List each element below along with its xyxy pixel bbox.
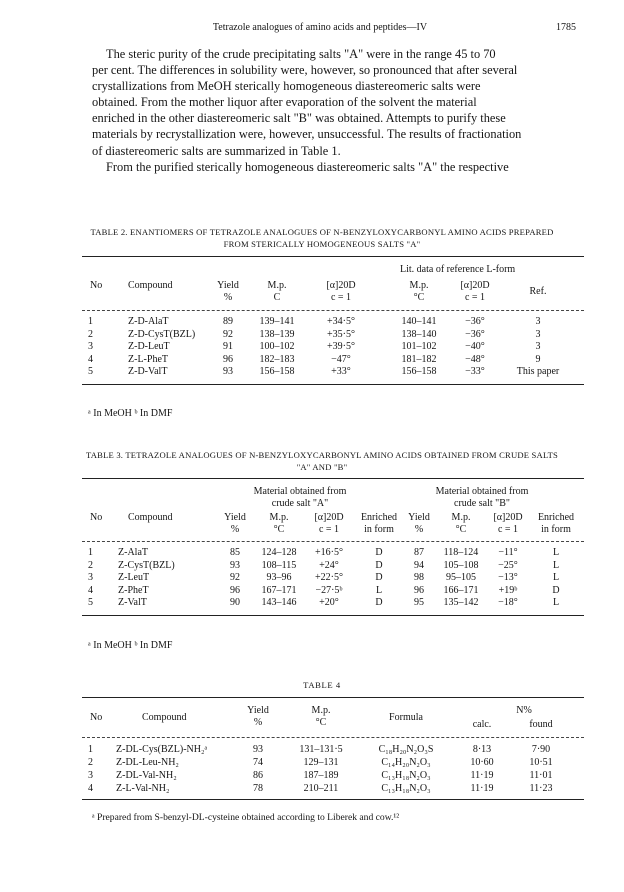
table2-row-mp: 156–158 xyxy=(259,366,295,377)
table3-col-yield-b: Yield xyxy=(408,512,430,523)
table3-row-rotation-a: +24° xyxy=(319,559,339,571)
table4-footnote: ᵃ Prepared from S-benzyl-DL-cysteine obtained according to Liberek and cow.¹² xyxy=(92,812,400,823)
table3-row-no: 3 xyxy=(88,572,93,583)
table2-row-lit-rotation: −33° xyxy=(465,366,485,377)
table2-row-rotation: +35·5° xyxy=(327,328,355,340)
table2-row-no: 5 xyxy=(88,366,93,377)
table3-row-enriched-a: L xyxy=(375,584,383,596)
table4-row-compound: Z-L-Val-NH₂ xyxy=(116,783,170,794)
table3-col-yield-b-unit: % xyxy=(414,524,424,535)
table3-row-rotation-b: −11° xyxy=(498,547,518,558)
table2-row-no: 3 xyxy=(88,341,93,352)
table3-row-mp-a: 124–128 xyxy=(261,547,297,558)
table3-row-rotation-a: −27·5ᵇ xyxy=(315,584,343,596)
table3-top-rule xyxy=(82,478,584,479)
table2-row-lit-mp: 140–141 xyxy=(401,316,437,327)
text-line: crystallizations from MeOH sterically homogeneous diastereomeric salts were xyxy=(92,79,481,94)
table2-col-rotation-cond: c = 1 xyxy=(330,292,352,303)
table2-row-yield: 93 xyxy=(223,366,233,377)
table3-footnote: ᵃ In MeOH ᵇ In DMF xyxy=(88,640,173,651)
table3-row-mp-a: 167–171 xyxy=(261,584,297,596)
table3-row-compound: Z-AlaT xyxy=(118,547,148,558)
table3-row-enriched-b: L xyxy=(552,597,560,608)
table2-caption-line2: FROM STERICALLY HOMOGENEOUS SALTS "A" xyxy=(223,239,421,249)
table2-row-compound: Z-D-ValT xyxy=(128,366,168,377)
table3-row-no: 1 xyxy=(88,547,93,558)
table2-row-no: 2 xyxy=(88,328,93,340)
table2-row-rotation: −47° xyxy=(331,353,351,365)
table3-caption-line2: "A" AND "B" xyxy=(296,462,348,472)
table3-row-enriched-a: D xyxy=(375,559,383,571)
table4-row-no: 2 xyxy=(88,757,93,768)
table3-row-yield-a: 90 xyxy=(230,597,240,608)
table3-col-rotation-b: [α]20D xyxy=(493,512,523,523)
table2-row-ref: 3 xyxy=(535,316,541,327)
table4-col-yield: Yield xyxy=(247,705,269,716)
table3-col-mp-a: M.p. xyxy=(269,512,289,523)
table3-row-yield-b: 98 xyxy=(414,572,424,583)
table2-col-yield: Yield xyxy=(217,280,239,291)
table3-group-b-header: Material obtained from xyxy=(435,486,529,497)
text-line: materials by recrystallization were, however, unsuccessful. The results of fractionation xyxy=(92,127,522,142)
table3-group-b-subheader: crude salt "B" xyxy=(454,498,510,509)
table3-col-compound: Compound xyxy=(128,512,173,523)
table3-row-mp-a: 143–146 xyxy=(261,597,297,608)
table2-row-lit-rotation: −36° xyxy=(465,328,485,340)
table3-col-enriched-b-form: in form xyxy=(541,524,571,535)
text-line: From the purified sterically homogeneous diastereomeric salts "A" the respective xyxy=(106,159,509,174)
table3-header-rule xyxy=(82,541,584,542)
table3-row-rotation-a: +16·5° xyxy=(315,547,343,558)
table4-col-nitrogen: N% xyxy=(516,705,532,716)
table3-col-mp-b: M.p. xyxy=(451,512,471,523)
table3-row-mp-a: 93–96 xyxy=(266,572,292,583)
table2-row-compound: Z-L-PheT xyxy=(128,353,168,365)
table4-bottom-rule xyxy=(82,799,584,800)
table4-row-yield: 74 xyxy=(253,757,263,768)
table4-row-calc: 11·19 xyxy=(470,783,494,794)
text-line: per cent. The differences in solubility were, however, so pronounced that after several xyxy=(92,63,518,78)
table4-col-mp-unit: °C xyxy=(315,717,327,728)
table2-row-rotation: +34·5° xyxy=(327,316,355,327)
table2-top-rule xyxy=(82,256,584,257)
table2-row-ref: 3 xyxy=(535,341,541,352)
table3-row-mp-b: 105–108 xyxy=(443,559,479,571)
table3-row-yield-a: 93 xyxy=(230,559,240,571)
table2-col-yield-unit: % xyxy=(223,292,233,303)
text-line: The steric purity of the crude precipitating salts "A" were in the range 45 to 70 xyxy=(106,47,496,61)
table2-row-lit-mp: 156–158 xyxy=(401,366,437,377)
table2-col-mp-unit: C xyxy=(273,292,281,303)
table3-row-compound: Z-ValT xyxy=(118,597,147,608)
table4-row-formula: C₁₈H₂₀N₂O₃S xyxy=(378,744,434,755)
table3-row-yield-a: 96 xyxy=(230,584,240,596)
table2-row-compound: Z-D-CysT(BZL) xyxy=(128,328,196,340)
table4-row-found: 10·51 xyxy=(529,757,553,768)
table4-row-found: 11·01 xyxy=(529,770,553,781)
table2-col-compound: Compound xyxy=(128,280,173,291)
table3-row-enriched-a: D xyxy=(375,597,383,608)
table3-row-yield-b: 87 xyxy=(414,547,424,558)
running-header xyxy=(60,22,580,36)
table3-row-enriched-b: L xyxy=(552,572,560,583)
table3-group-a-subheader: crude salt "A" xyxy=(271,498,329,509)
table4-header-rule xyxy=(82,737,584,738)
table2-col-lit-mp-unit: °C xyxy=(413,292,425,303)
table2-row-no: 4 xyxy=(88,353,93,365)
table4-col-no: No xyxy=(90,712,103,723)
running-title: Tetrazole analogues of amino acids and peptides—IV xyxy=(212,22,428,33)
table4-row-compound: Z-DL-Leu-NH₂ xyxy=(116,757,179,768)
table3-row-enriched-b: D xyxy=(552,584,560,596)
table3-row-no: 4 xyxy=(88,584,93,596)
table3-row-yield-a: 92 xyxy=(230,572,240,583)
table2-row-compound: Z-D-AlaT xyxy=(128,316,169,327)
table2-row-no: 1 xyxy=(88,316,93,327)
table2-row-ref: 3 xyxy=(535,328,541,340)
table3-row-no: 5 xyxy=(88,597,93,608)
table2-header-rule xyxy=(82,310,584,311)
table2-row-lit-rotation: −48° xyxy=(465,353,485,365)
table2-row-lit-rotation: −36° xyxy=(465,316,485,327)
table4-col-calc: calc. xyxy=(472,719,492,730)
table3-row-no: 2 xyxy=(88,559,93,571)
table4-col-found: found xyxy=(529,719,553,730)
table3-row-yield-a: 85 xyxy=(230,547,240,558)
table4-row-no: 4 xyxy=(88,783,93,794)
table3-row-mp-b: 166–171 xyxy=(443,584,479,596)
table3-row-compound: Z-CysT(BZL) xyxy=(118,559,175,571)
table3-row-yield-b: 95 xyxy=(414,597,424,608)
table4-row-mp: 187–189 xyxy=(303,770,339,781)
table2-col-lit-mp: M.p. xyxy=(409,280,429,291)
table4-row-calc: 10·60 xyxy=(470,757,494,768)
table3-row-yield-b: 96 xyxy=(414,584,424,596)
table3-row-mp-b: 95–105 xyxy=(446,572,476,583)
text-line: of diastereomeric salts are summarized in Table 1. xyxy=(92,143,341,158)
table3-row-mp-b: 118–124 xyxy=(443,547,479,558)
table4-col-yield-unit: % xyxy=(253,717,263,728)
table4-row-mp: 210–211 xyxy=(303,783,339,794)
table2-row-lit-mp: 138–140 xyxy=(401,328,437,340)
table2-row-ref: This paper xyxy=(516,366,560,377)
table3-row-rotation-b: −25° xyxy=(498,559,518,571)
table2-row-lit-mp: 101–102 xyxy=(401,341,437,352)
table3-row-mp-b: 135–142 xyxy=(443,597,479,608)
table3-row-mp-a: 108–115 xyxy=(261,559,297,571)
table3-row-enriched-a: D xyxy=(375,547,383,558)
table4-row-formula: C₁₄H₂₀N₂O₃ xyxy=(381,757,431,768)
table2-footnote: ᵃ In MeOH ᵇ In DMF xyxy=(88,408,173,419)
table4-row-formula: C₁₃H₁₈N₂O₃ xyxy=(381,783,431,794)
table4-row-calc: 8·13 xyxy=(472,744,492,755)
table4-row-yield: 78 xyxy=(253,783,263,794)
table3-row-rotation-b: +19ᵇ xyxy=(498,584,518,596)
page-number: 1785 xyxy=(556,22,576,33)
table2-col-lit-rotation: [α]20D xyxy=(460,280,490,291)
table4-row-mp: 129–131 xyxy=(303,757,339,768)
table3-col-rotation-a-cond: c = 1 xyxy=(318,524,340,535)
text-line: enriched in the other diastereomeric salt "B" was obtained. Attempts to purify these xyxy=(92,111,506,126)
table3-row-yield-b: 94 xyxy=(414,559,424,571)
table4-col-mp: M.p. xyxy=(311,705,331,716)
table2-row-compound: Z-D-LeuT xyxy=(128,341,170,352)
table3-col-rotation-b-cond: c = 1 xyxy=(497,524,519,535)
table2-row-mp: 138–139 xyxy=(259,328,295,340)
table2-col-ref: Ref. xyxy=(529,286,547,297)
table3-row-enriched-b: L xyxy=(552,559,560,571)
table4-row-mp: 131–131·5 xyxy=(299,744,343,755)
table4-row-formula: C₁₃H₁₈N₂O₃ xyxy=(381,770,431,781)
table2-row-ref: 9 xyxy=(535,353,541,365)
table2-col-lit-rotation-cond: c = 1 xyxy=(464,292,486,303)
table4-col-formula: Formula xyxy=(389,712,423,723)
table2-row-mp: 182–183 xyxy=(259,353,295,365)
table3-col-mp-a-unit: °C xyxy=(273,524,285,535)
table3-row-enriched-b: L xyxy=(552,547,560,558)
table3-col-enriched-a: Enriched xyxy=(360,512,398,523)
table3-caption-line1: TABLE 3. TETRAZOLE ANALOGUES OF N-BENZYLOXYCARBONYL AMINO ACIDS OBTAINED FROM CRUDE SALTS xyxy=(85,450,559,460)
table4-row-no: 1 xyxy=(88,744,93,755)
table4-row-compound: Z-DL-Val-NH₂ xyxy=(116,770,177,781)
table2-col-rotation: [α]20D xyxy=(326,280,356,291)
table3-col-yield-a: Yield xyxy=(224,512,246,523)
table3-col-rotation-a: [α]20D xyxy=(314,512,344,523)
table2-caption-line1: TABLE 2. ENANTIOMERS OF TETRAZOLE ANALOGUES OF N-BENZYLOXYCARBONYL AMINO ACIDS PREPARED xyxy=(90,227,554,237)
table2-lit-header: Lit. data of reference L-form xyxy=(400,264,516,275)
table4-top-rule xyxy=(82,697,584,698)
table4-col-compound: Compound xyxy=(142,712,187,723)
table2-row-lit-mp: 181–182 xyxy=(401,353,437,365)
table2-row-yield: 96 xyxy=(223,353,233,365)
table3-row-rotation-a: +22·5° xyxy=(315,572,343,583)
table3-row-rotation-a: +20° xyxy=(319,597,339,608)
table2-col-mp: M.p. xyxy=(267,280,287,291)
table2-row-yield: 89 xyxy=(223,316,233,327)
table4-row-calc: 11·19 xyxy=(470,770,494,781)
table4-row-yield: 93 xyxy=(253,744,263,755)
table4-row-yield: 86 xyxy=(253,770,263,781)
table3-row-compound: Z-PheT xyxy=(118,584,149,596)
table3-group-a-header: Material obtained from xyxy=(253,486,347,497)
table2-row-rotation: +39·5° xyxy=(327,341,355,352)
table2-col-no: No xyxy=(90,280,103,291)
table3-col-mp-b-unit: °C xyxy=(455,524,467,535)
body-paragraph xyxy=(92,46,584,175)
table2-row-yield: 92 xyxy=(223,328,233,340)
table4-row-no: 3 xyxy=(88,770,93,781)
table3-col-enriched-b: Enriched xyxy=(537,512,575,523)
text-line: obtained. From the mother liquor after evaporation of the solvent the material xyxy=(92,95,477,110)
table4-row-found: 11·23 xyxy=(529,783,553,794)
table2-bottom-rule xyxy=(82,384,584,385)
table4-row-compound: Z-DL-Cys(BZL)-NH₂ᵃ xyxy=(116,744,208,755)
table4-caption: TABLE 4 xyxy=(303,680,341,690)
table2-row-yield: 91 xyxy=(223,341,233,352)
table2-row-rotation: +33° xyxy=(331,366,351,377)
table3-col-enriched-a-form: in form xyxy=(364,524,394,535)
table2-row-lit-rotation: −40° xyxy=(465,341,485,352)
table3-row-compound: Z-LeuT xyxy=(118,572,150,583)
table2-row-mp: 100–102 xyxy=(259,341,295,352)
table3-row-rotation-b: −18° xyxy=(498,597,518,608)
table3-row-enriched-a: D xyxy=(375,572,383,583)
table3-row-rotation-b: −13° xyxy=(498,572,518,583)
table3-col-no: No xyxy=(90,512,103,523)
table2-row-mp: 139–141 xyxy=(259,316,295,327)
table3-col-yield-a-unit: % xyxy=(230,524,240,535)
table4-row-found: 7·90 xyxy=(531,744,551,755)
table3-bottom-rule xyxy=(82,615,584,616)
